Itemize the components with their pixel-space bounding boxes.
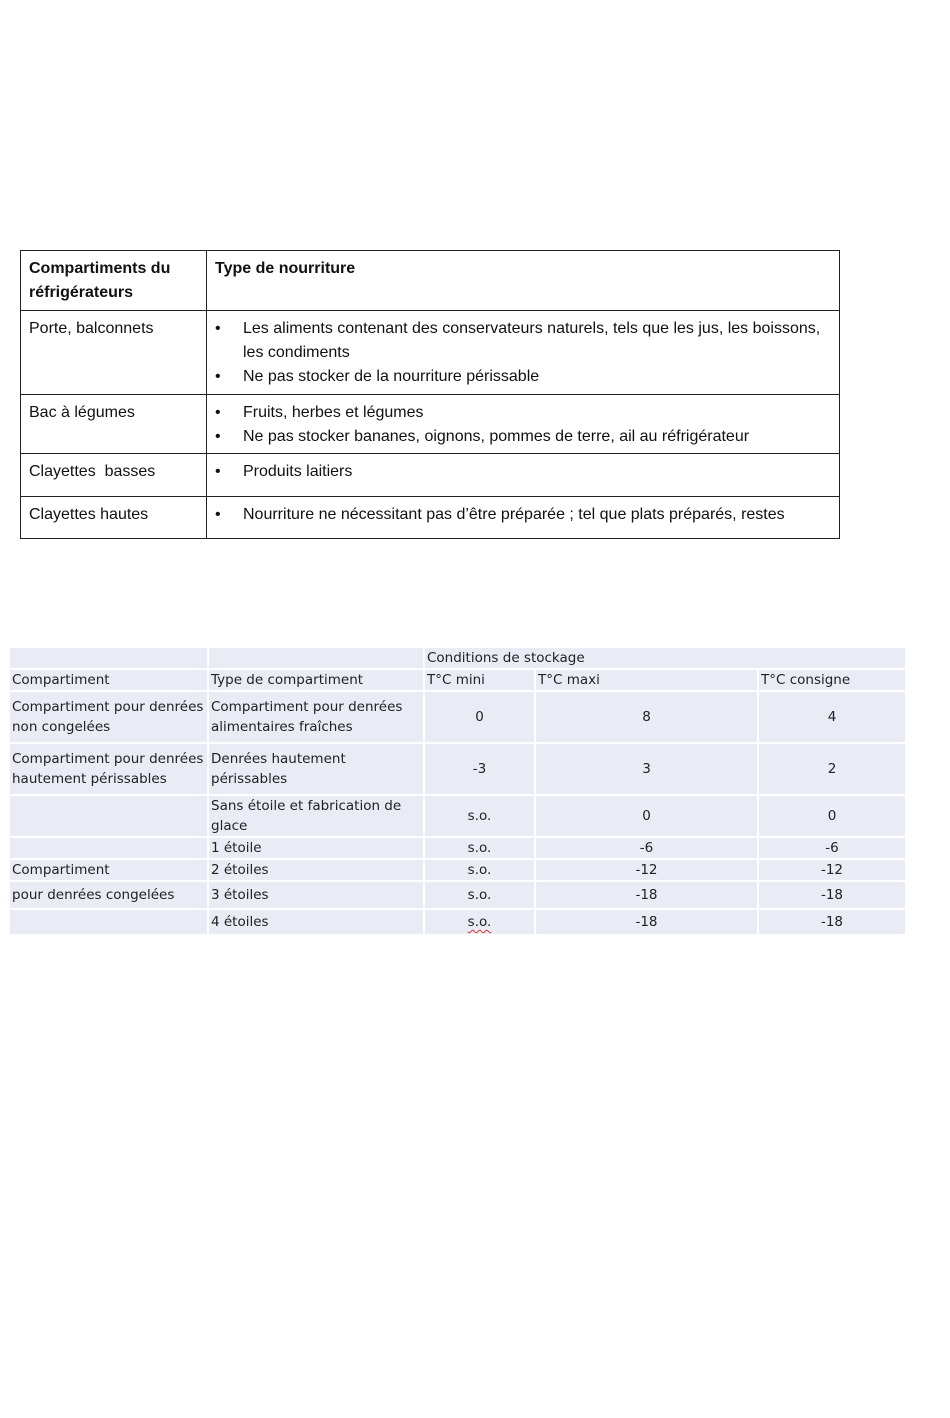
min-cell: -3 bbox=[425, 744, 534, 794]
setpoint-cell: -12 bbox=[759, 860, 905, 880]
table-row bbox=[21, 395, 840, 454]
min-cell: s.o. bbox=[425, 796, 534, 836]
compartment-cell: Compartiment pour denrées hautement périssables bbox=[10, 744, 207, 794]
header-food-type: Type de nourriture bbox=[207, 251, 840, 311]
food-list bbox=[215, 401, 831, 449]
header-temp-max: T°C maxi bbox=[536, 670, 757, 690]
table-row bbox=[10, 882, 905, 908]
table-row bbox=[21, 454, 840, 497]
setpoint-cell: 2 bbox=[759, 744, 905, 794]
table-row bbox=[10, 744, 905, 794]
food-list bbox=[215, 460, 831, 484]
max-cell: -6 bbox=[536, 838, 757, 858]
group-header-row bbox=[10, 648, 905, 668]
compartment-cell: Bac à légumes bbox=[21, 395, 207, 454]
type-cell: Denrées hautement périssables bbox=[209, 744, 423, 794]
max-cell: -18 bbox=[536, 882, 757, 908]
spellcheck-text: s.o. bbox=[467, 914, 492, 930]
list-item: • Fruits, herbes et légumes bbox=[215, 401, 831, 425]
type-cell: 1 étoile bbox=[209, 838, 423, 858]
compartment-cell: Clayettes hautes bbox=[21, 497, 207, 539]
table-row bbox=[21, 311, 840, 395]
empty-cell bbox=[10, 648, 207, 668]
max-cell: 8 bbox=[536, 692, 757, 742]
type-cell: Sans étoile et fabrication de glace bbox=[209, 796, 423, 836]
header-temp-setpoint: T°C consigne bbox=[759, 670, 905, 690]
setpoint-cell: -6 bbox=[759, 838, 905, 858]
food-type-cell bbox=[207, 311, 840, 395]
empty-cell bbox=[209, 648, 423, 668]
table-row bbox=[10, 860, 905, 880]
food-type-cell bbox=[207, 395, 840, 454]
setpoint-cell: 0 bbox=[759, 796, 905, 836]
fridge-compartments-table bbox=[20, 250, 840, 539]
type-cell: 4 étoiles bbox=[209, 910, 423, 934]
max-cell: -12 bbox=[536, 860, 757, 880]
type-cell: 2 étoiles bbox=[209, 860, 423, 880]
table-row bbox=[10, 692, 905, 742]
min-cell: 0 bbox=[425, 692, 534, 742]
min-cell bbox=[425, 910, 534, 934]
compartment-cell: Compartiment pour denrées non congelées bbox=[10, 692, 207, 742]
min-cell: s.o. bbox=[425, 838, 534, 858]
setpoint-cell: -18 bbox=[759, 910, 905, 934]
table-row bbox=[10, 838, 905, 858]
header-temp-min: T°C mini bbox=[425, 670, 534, 690]
food-list bbox=[215, 503, 831, 527]
header-compartments: Compartiments du réfrigérateurs bbox=[21, 251, 207, 311]
compartment-cell: pour denrées congelées bbox=[10, 882, 207, 908]
max-cell: -18 bbox=[536, 910, 757, 934]
setpoint-cell: -18 bbox=[759, 882, 905, 908]
food-type-cell bbox=[207, 497, 840, 539]
table-row bbox=[10, 910, 905, 934]
max-cell: 0 bbox=[536, 796, 757, 836]
list-item: • Ne pas stocker de la nourriture périssable bbox=[215, 365, 831, 389]
table-header-row bbox=[10, 670, 905, 690]
list-item: • Ne pas stocker bananes, oignons, pommes de terre, ail au réfrigérateur bbox=[215, 425, 831, 449]
compartment-cell bbox=[10, 838, 207, 858]
compartment-cell bbox=[10, 910, 207, 934]
compartment-cell: Porte, balconnets bbox=[21, 311, 207, 395]
list-item: • Nourriture ne nécessitant pas d’être préparée ; tel que plats préparés, restes bbox=[215, 503, 831, 527]
type-cell: 3 étoiles bbox=[209, 882, 423, 908]
compartment-cell: Clayettes basses bbox=[21, 454, 207, 497]
header-compartment-type: Type de compartiment bbox=[209, 670, 423, 690]
table-row bbox=[10, 796, 905, 836]
food-list bbox=[215, 317, 831, 389]
list-item: • Les aliments contenant des conservateurs naturels, tels que les jus, les boissons, les condiments bbox=[215, 317, 831, 365]
storage-conditions-table bbox=[8, 646, 907, 936]
food-type-cell bbox=[207, 454, 840, 497]
header-compartment: Compartiment bbox=[10, 670, 207, 690]
compartment-cell: Compartiment bbox=[10, 860, 207, 880]
list-item: • Produits laitiers bbox=[215, 460, 831, 484]
min-cell: s.o. bbox=[425, 882, 534, 908]
table-row bbox=[21, 497, 840, 539]
min-cell: s.o. bbox=[425, 860, 534, 880]
type-cell: Compartiment pour denrées alimentaires fraîches bbox=[209, 692, 423, 742]
table-header-row bbox=[21, 251, 840, 311]
setpoint-cell: 4 bbox=[759, 692, 905, 742]
max-cell: 3 bbox=[536, 744, 757, 794]
compartment-cell bbox=[10, 796, 207, 836]
storage-conditions-header: Conditions de stockage bbox=[425, 648, 905, 668]
